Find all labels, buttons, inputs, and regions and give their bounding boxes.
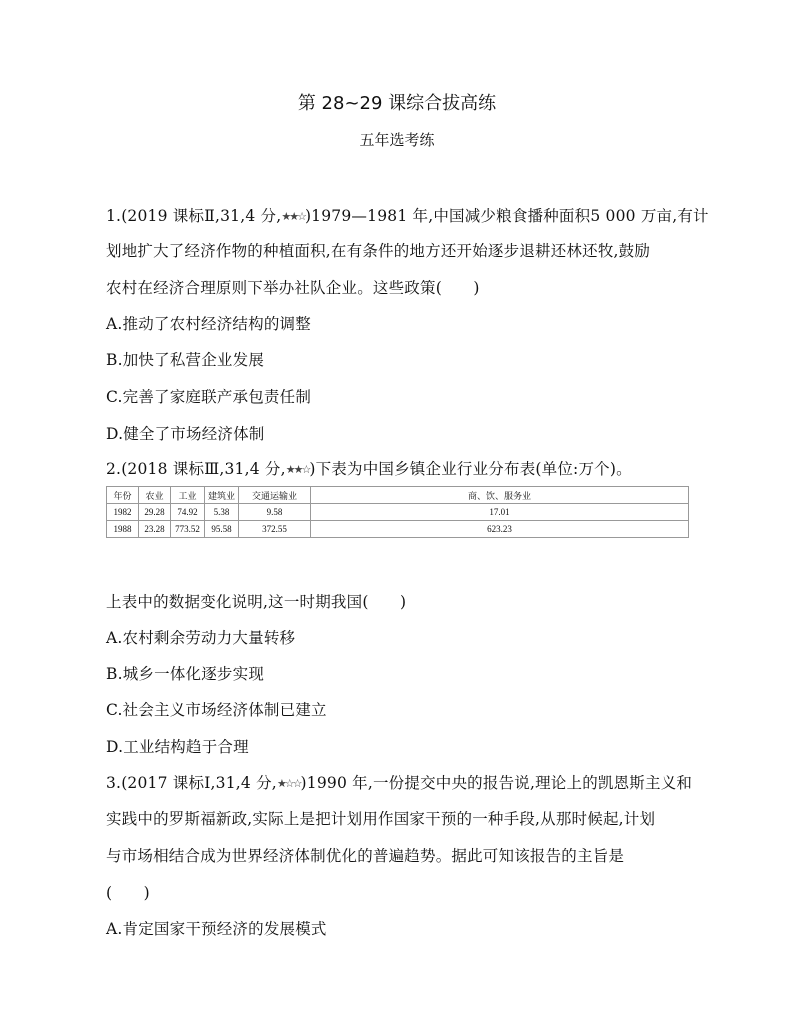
table-cell: 623.23 xyxy=(311,521,689,538)
table-header-cell: 年份 xyxy=(107,487,139,504)
table-row xyxy=(107,504,689,521)
table-cell: 372.55 xyxy=(239,521,311,538)
q1-option-a: A.推动了农村经济结构的调整 xyxy=(106,315,311,333)
data-table xyxy=(106,486,689,538)
difficulty-stars-icon: ★★☆ xyxy=(281,210,305,223)
table-cell: 23.28 xyxy=(139,521,171,538)
table-header-cell: 交通运输业 xyxy=(239,487,311,504)
table-cell: 17.01 xyxy=(311,504,689,521)
table-header-cell: 建筑业 xyxy=(205,487,239,504)
q2-option-a: A.农村剩余劳动力大量转移 xyxy=(106,629,296,647)
q3-line-2: 实践中的罗斯福新政,实际上是把计划用作国家干预的一种手段,从那时候起,计划 xyxy=(106,810,656,828)
table-cell: 1982 xyxy=(107,504,139,521)
difficulty-stars-icon: ★★☆ xyxy=(285,463,310,476)
q2-stem: 上表中的数据变化说明,这一时期我国( ) xyxy=(106,593,407,611)
q3-line-4: ( ) xyxy=(106,884,150,902)
q2-prefix: 2.(2018 课标Ⅲ,31,4 分, xyxy=(106,460,286,478)
q1-line-3: 农村在经济合理原则下举办社队企业。这些政策( ) xyxy=(106,279,480,297)
table-cell: 95.58 xyxy=(205,521,239,538)
q3-prefix: 3.(2017 课标Ⅰ,31,4 分, xyxy=(106,774,277,792)
q2-line-1: 2.(2018 课标Ⅲ,31,4 分,★★☆)下表为中国乡镇企业行业分布表(单位:万个)。 xyxy=(106,460,632,478)
q1-option-b: B.加快了私营企业发展 xyxy=(106,351,265,369)
q2-option-c: C.社会主义市场经济体制已建立 xyxy=(106,701,327,719)
table-cell: 773.52 xyxy=(171,521,205,538)
q1-option-c: C.完善了家庭联产承包责任制 xyxy=(106,388,312,406)
table-row xyxy=(107,521,689,538)
q3-line-1: 3.(2017 课标Ⅰ,31,4 分,★☆☆)1990 年,一份提交中央的报告说,理论上的凯恩斯主义和 xyxy=(106,774,693,792)
table-cell: 9.58 xyxy=(239,504,311,521)
q1-line-2: 划地扩大了经济作物的种植面积,在有条件的地方还开始逐步退耕还林还牧,鼓励 xyxy=(106,242,651,260)
q3-line-3: 与市场相结合成为世界经济体制优化的普遍趋势。据此可知该报告的主旨是 xyxy=(106,847,625,865)
table-header-cell: 商、饮、服务业 xyxy=(311,487,689,504)
difficulty-stars-icon: ★☆☆ xyxy=(276,777,301,790)
q1-prefix: 1.(2019 课标Ⅱ,31,4 分, xyxy=(106,207,282,225)
table-cell: 1988 xyxy=(107,521,139,538)
q3-option-a: A.肯定国家干预经济的发展模式 xyxy=(106,920,327,938)
q2-option-d: D.工业结构趋于合理 xyxy=(106,738,249,756)
q1-option-d: D.健全了市场经济体制 xyxy=(106,425,265,443)
table-cell: 29.28 xyxy=(139,504,171,521)
table-header-cell: 农业 xyxy=(139,487,171,504)
q1-line-1: 1.(2019 课标Ⅱ,31,4 分,★★☆)1979—1981 年,中国减少粮食播种面积5 000 万亩,有计 xyxy=(106,207,709,225)
table-header-cell: 工业 xyxy=(171,487,205,504)
page-subtitle: 五年选考练 xyxy=(359,131,435,149)
table-cell: 5.38 xyxy=(205,504,239,521)
table-header-row xyxy=(107,487,689,504)
table-cell: 74.92 xyxy=(171,504,205,521)
q2-option-b: B.城乡一体化逐步实现 xyxy=(106,665,265,683)
page-title: 第 28~29 课综合拔高练 xyxy=(297,93,497,114)
